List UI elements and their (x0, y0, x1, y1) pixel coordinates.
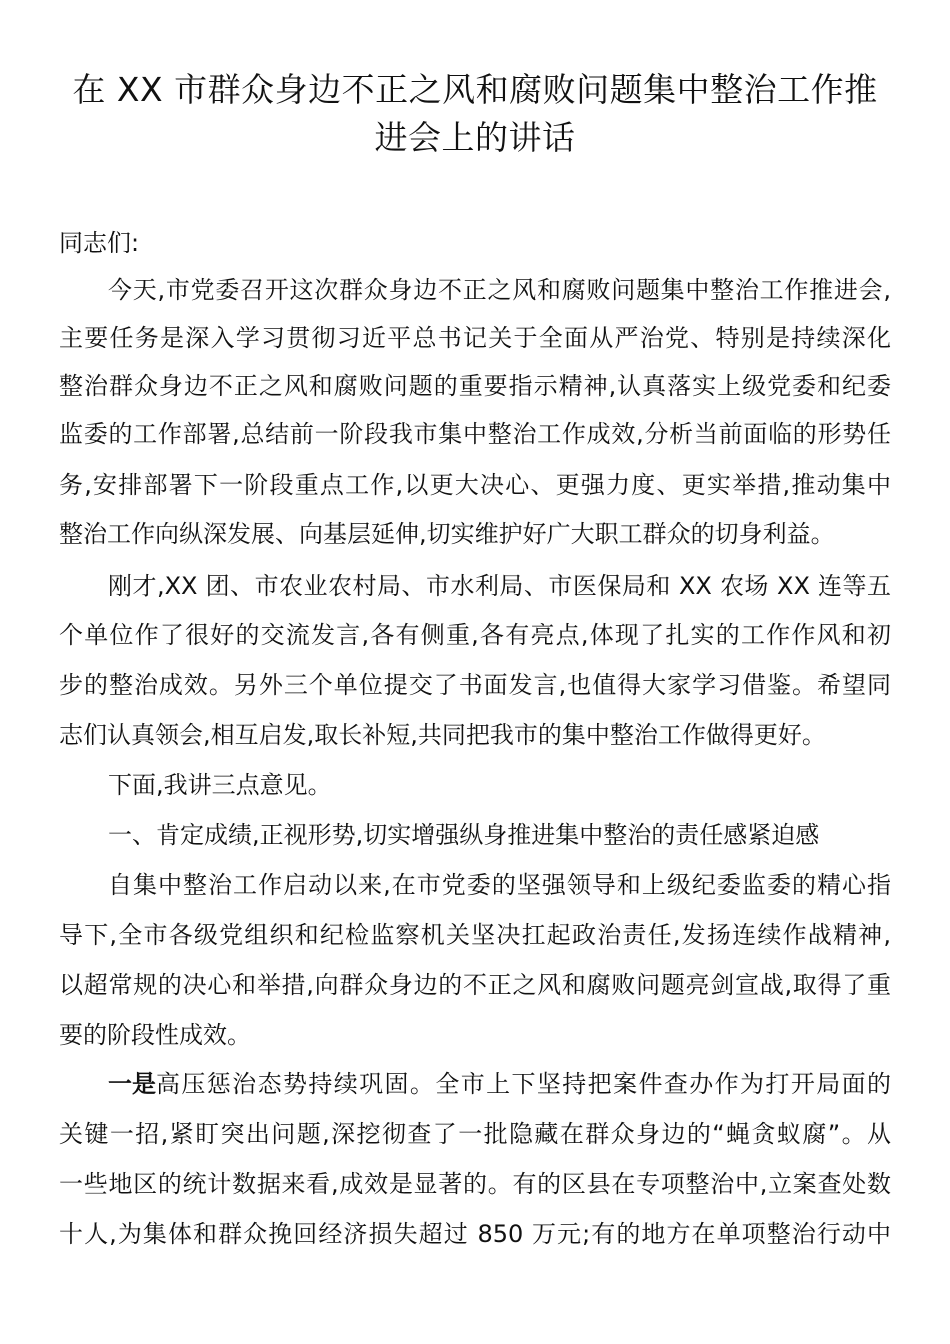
paragraph-5-first-line (108, 1069, 891, 1099)
paragraph-3-line: 下面,我讲三点意见。 (108, 771, 332, 799)
paragraph-5-line: 一些地区的统计数据来看,成效是显著的。有的区县在专项整治中,立案查处数 (59, 1170, 891, 1198)
paragraph-5-lead: 一是 (108, 1070, 156, 1098)
paragraph-5-line: 十人,为集体和群众挽回经济损失超过 850 万元;有的地方在单项整治行动中 (59, 1220, 891, 1248)
document-title-line-2: 进会上的讲话 (374, 118, 576, 157)
paragraph-4-line: 自集中整治工作启动以来,在市党委的坚强领导和上级纪委监委的精心指 (108, 871, 891, 899)
paragraph-1-line: 整治工作向纵深发展、向基层延伸,切实维护好广大职工群众的切身利益。 (59, 520, 835, 548)
paragraph-4-line: 导下,全市各级党组织和纪检监察机关坚决扛起政治责任,发扬连续作战精神, (59, 921, 891, 949)
paragraph-4-line: 要的阶段性成效。 (59, 1021, 251, 1049)
paragraph-2-line: 志们认真领会,相互启发,取长补短,共同把我市的集中整治工作做得更好。 (59, 721, 826, 749)
paragraph-2-line: 个单位作了很好的交流发言,各有侧重,各有亮点,体现了扎实的工作作风和初 (59, 621, 891, 649)
paragraph-1-line: 整治群众身边不正之风和腐败问题的重要指示精神,认真落实上级党委和纪委 (59, 372, 891, 400)
section-heading-1: 一、肯定成绩,正视形势,切实增强纵身推进集中整治的责任感紧迫感 (108, 821, 820, 849)
document-title-line-1: 在 XX 市群众身边不正之风和腐败问题集中整治工作推 (72, 70, 878, 109)
paragraph-1-line: 今天,市党委召开这次群众身边不正之风和腐败问题集中整治工作推进会, (108, 276, 891, 304)
paragraph-2-line: 步的整治成效。另外三个单位提交了书面发言,也值得大家学习借鉴。希望同 (59, 671, 891, 699)
paragraph-5-line: 高压惩治态势持续巩固。全市上下坚持把案件查办作为打开局面的 (156, 1070, 891, 1098)
salutation: 同志们: (59, 229, 140, 257)
paragraph-4-line: 以超常规的决心和举措,向群众身边的不正之风和腐败问题亮剑宣战,取得了重 (59, 971, 891, 999)
paragraph-1-line: 主要任务是深入学习贯彻习近平总书记关于全面从严治党、特别是持续深化 (59, 324, 891, 352)
paragraph-2-line: 刚才,XX 团、市农业农村局、市水利局、市医保局和 XX 农场 XX 连等五 (108, 572, 891, 600)
paragraph-1-line: 监委的工作部署,总结前一阶段我市集中整治工作成效,分析当前面临的形势任 (59, 420, 891, 448)
paragraph-5-line: 关键一招,紧盯突出问题,深挖彻查了一批隐藏在群众身边的“蝇贪蚁腐”。从 (59, 1120, 891, 1148)
paragraph-1-line: 务,安排部署下一阶段重点工作,以更大决心、更强力度、更实举措,推动集中 (59, 471, 891, 499)
